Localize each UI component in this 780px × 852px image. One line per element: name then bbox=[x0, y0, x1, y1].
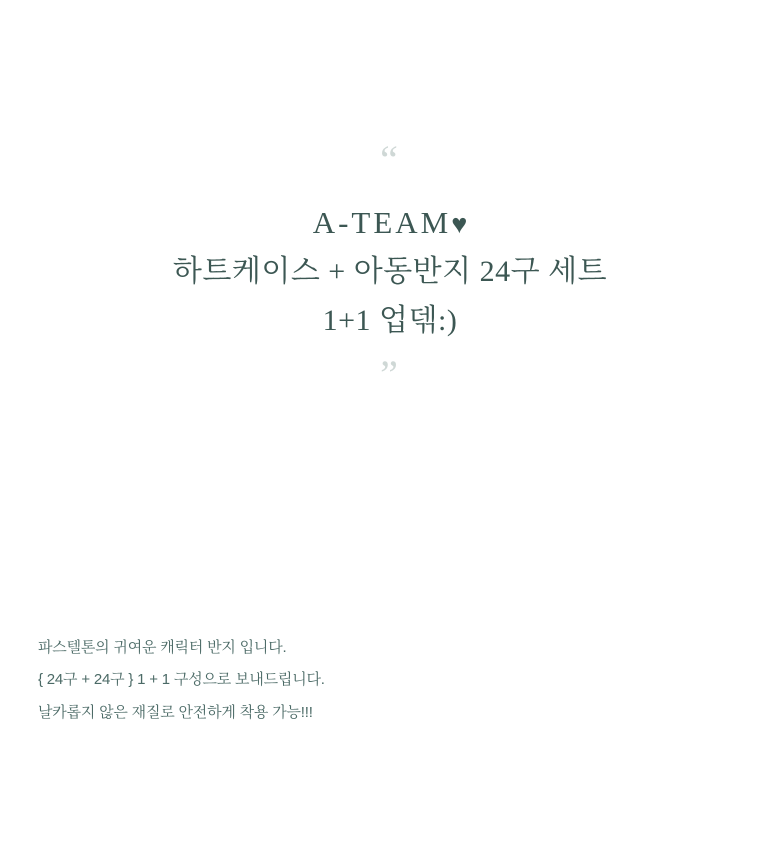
heart-icon: ♥ bbox=[451, 209, 468, 239]
hero-title-line-1 bbox=[0, 198, 780, 248]
brand-name: A-TEAM bbox=[312, 205, 452, 240]
hero-section bbox=[0, 137, 780, 398]
description-line: { 24구 + 24구 } 1 + 1 구성으로 보내드립니다. bbox=[38, 671, 325, 689]
hero-title-line-2: 하트케이스 + 아동반지 24구 세트 bbox=[172, 255, 608, 289]
hero-title-block bbox=[0, 198, 780, 345]
description-line: 파스텔톤의 귀여운 캐릭터 반지 입니다. bbox=[38, 639, 287, 656]
hero-title-line-3: 1+1 업덲:) bbox=[322, 303, 458, 337]
opening-quote-mark: “ bbox=[380, 137, 400, 182]
description-section bbox=[38, 632, 638, 729]
description-line: 날카롭지 않은 재질로 안전하게 착용 가능!!! bbox=[38, 703, 313, 721]
closing-quote-mark: ” bbox=[380, 352, 400, 398]
